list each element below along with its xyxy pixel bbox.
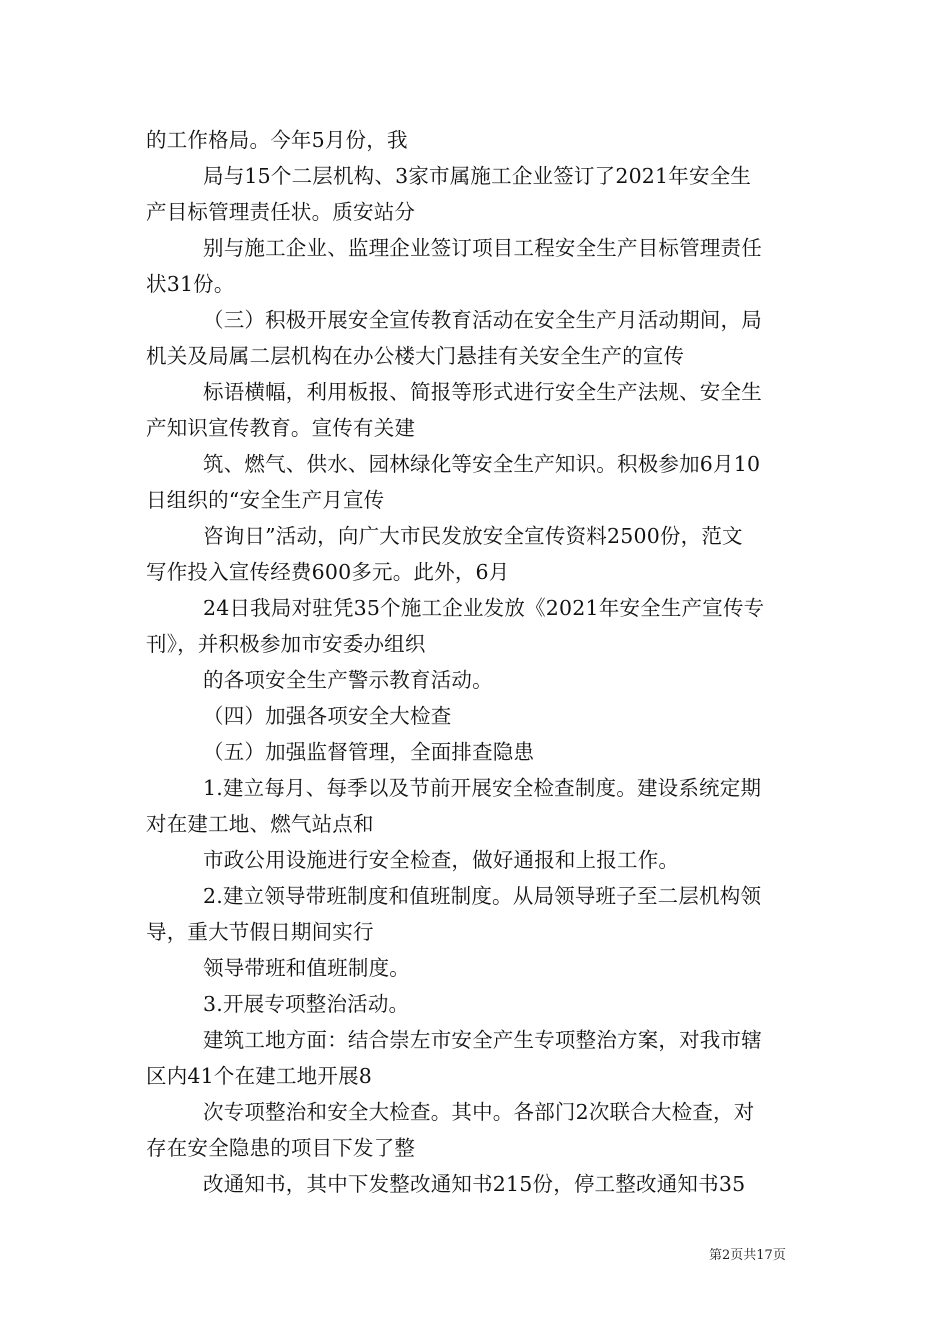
text-line: 产知识宣传教育。宣传有关建 (146, 416, 416, 440)
section-heading: （三）积极开展安全宣传教育活动在安全生产月活动期间，局 (203, 308, 762, 332)
text-line: 咨询日”活动，向广大市民发放安全宣传资料2500份，范文 (203, 524, 743, 548)
text-line: 导，重大节假日期间实行 (146, 920, 374, 944)
text-line: 产目标管理责任状。质安站分 (146, 200, 416, 224)
text-line: 筑、燃气、供水、园林绿化等安全生产知识。积极参加6月10 (203, 452, 761, 476)
text-line: 标语横幅，利用板报、简报等形式进行安全生产法规、安全生 (203, 380, 762, 404)
text-line: 写作投入宣传经费600多元。此外，6月 (146, 560, 510, 584)
text-line: 市政公用设施进行安全检查，做好通报和上报工作。 (203, 848, 680, 872)
text-line: 1.建立每月、每季以及节前开展安全检查制度。建设系统定期 (203, 776, 762, 800)
text-line: 区内41个在建工地开展8 (146, 1064, 373, 1088)
text-line: 对在建工地、燃气站点和 (146, 812, 374, 836)
page-number: 第2页共17页 (709, 1248, 786, 1263)
text-line: 日组织的“安全生产月宣传 (146, 488, 385, 512)
text-line: 机关及局属二层机构在办公楼大门悬挂有关安全生产的宣传 (146, 344, 685, 368)
text-line: 别与施工企业、监理企业签订项目工程安全生产目标管理责任 (203, 236, 762, 260)
text-line: 3.开展专项整治活动。 (203, 992, 410, 1016)
text-line: 存在安全隐患的项目下发了整 (146, 1136, 416, 1160)
text-line: 领导带班和值班制度。 (203, 956, 410, 980)
text-line: 2.建立领导带班制度和值班制度。从局领导班子至二层机构领 (203, 884, 762, 908)
section-heading: （五）加强监督管理，全面排查隐患 (203, 740, 535, 764)
text-line: 次专项整治和安全大检查。其中。各部门2次联合大检查，对 (203, 1100, 755, 1124)
text-line: 状31份。 (146, 272, 235, 296)
section-heading: （四）加强各项安全大检查 (203, 704, 452, 728)
text-line: 改通知书，其中下发整改通知书215份，停工整改通知书35 (203, 1172, 746, 1196)
text-line: 24日我局对驻凭35个施工企业发放《2021年安全生产宣传专 (203, 596, 765, 620)
text-line: 的各项安全生产警示教育活动。 (203, 668, 493, 692)
text-line: 局与15个二层机构、3家市属施工企业签订了2021年安全生 (203, 164, 752, 188)
text-line: 刊》，并积极参加市安委办组织 (146, 632, 426, 656)
text-line: 建筑工地方面：结合崇左市安全产生专项整治方案，对我市辖 (203, 1028, 762, 1052)
text-line: 的工作格局。今年5月份，我 (146, 128, 408, 152)
